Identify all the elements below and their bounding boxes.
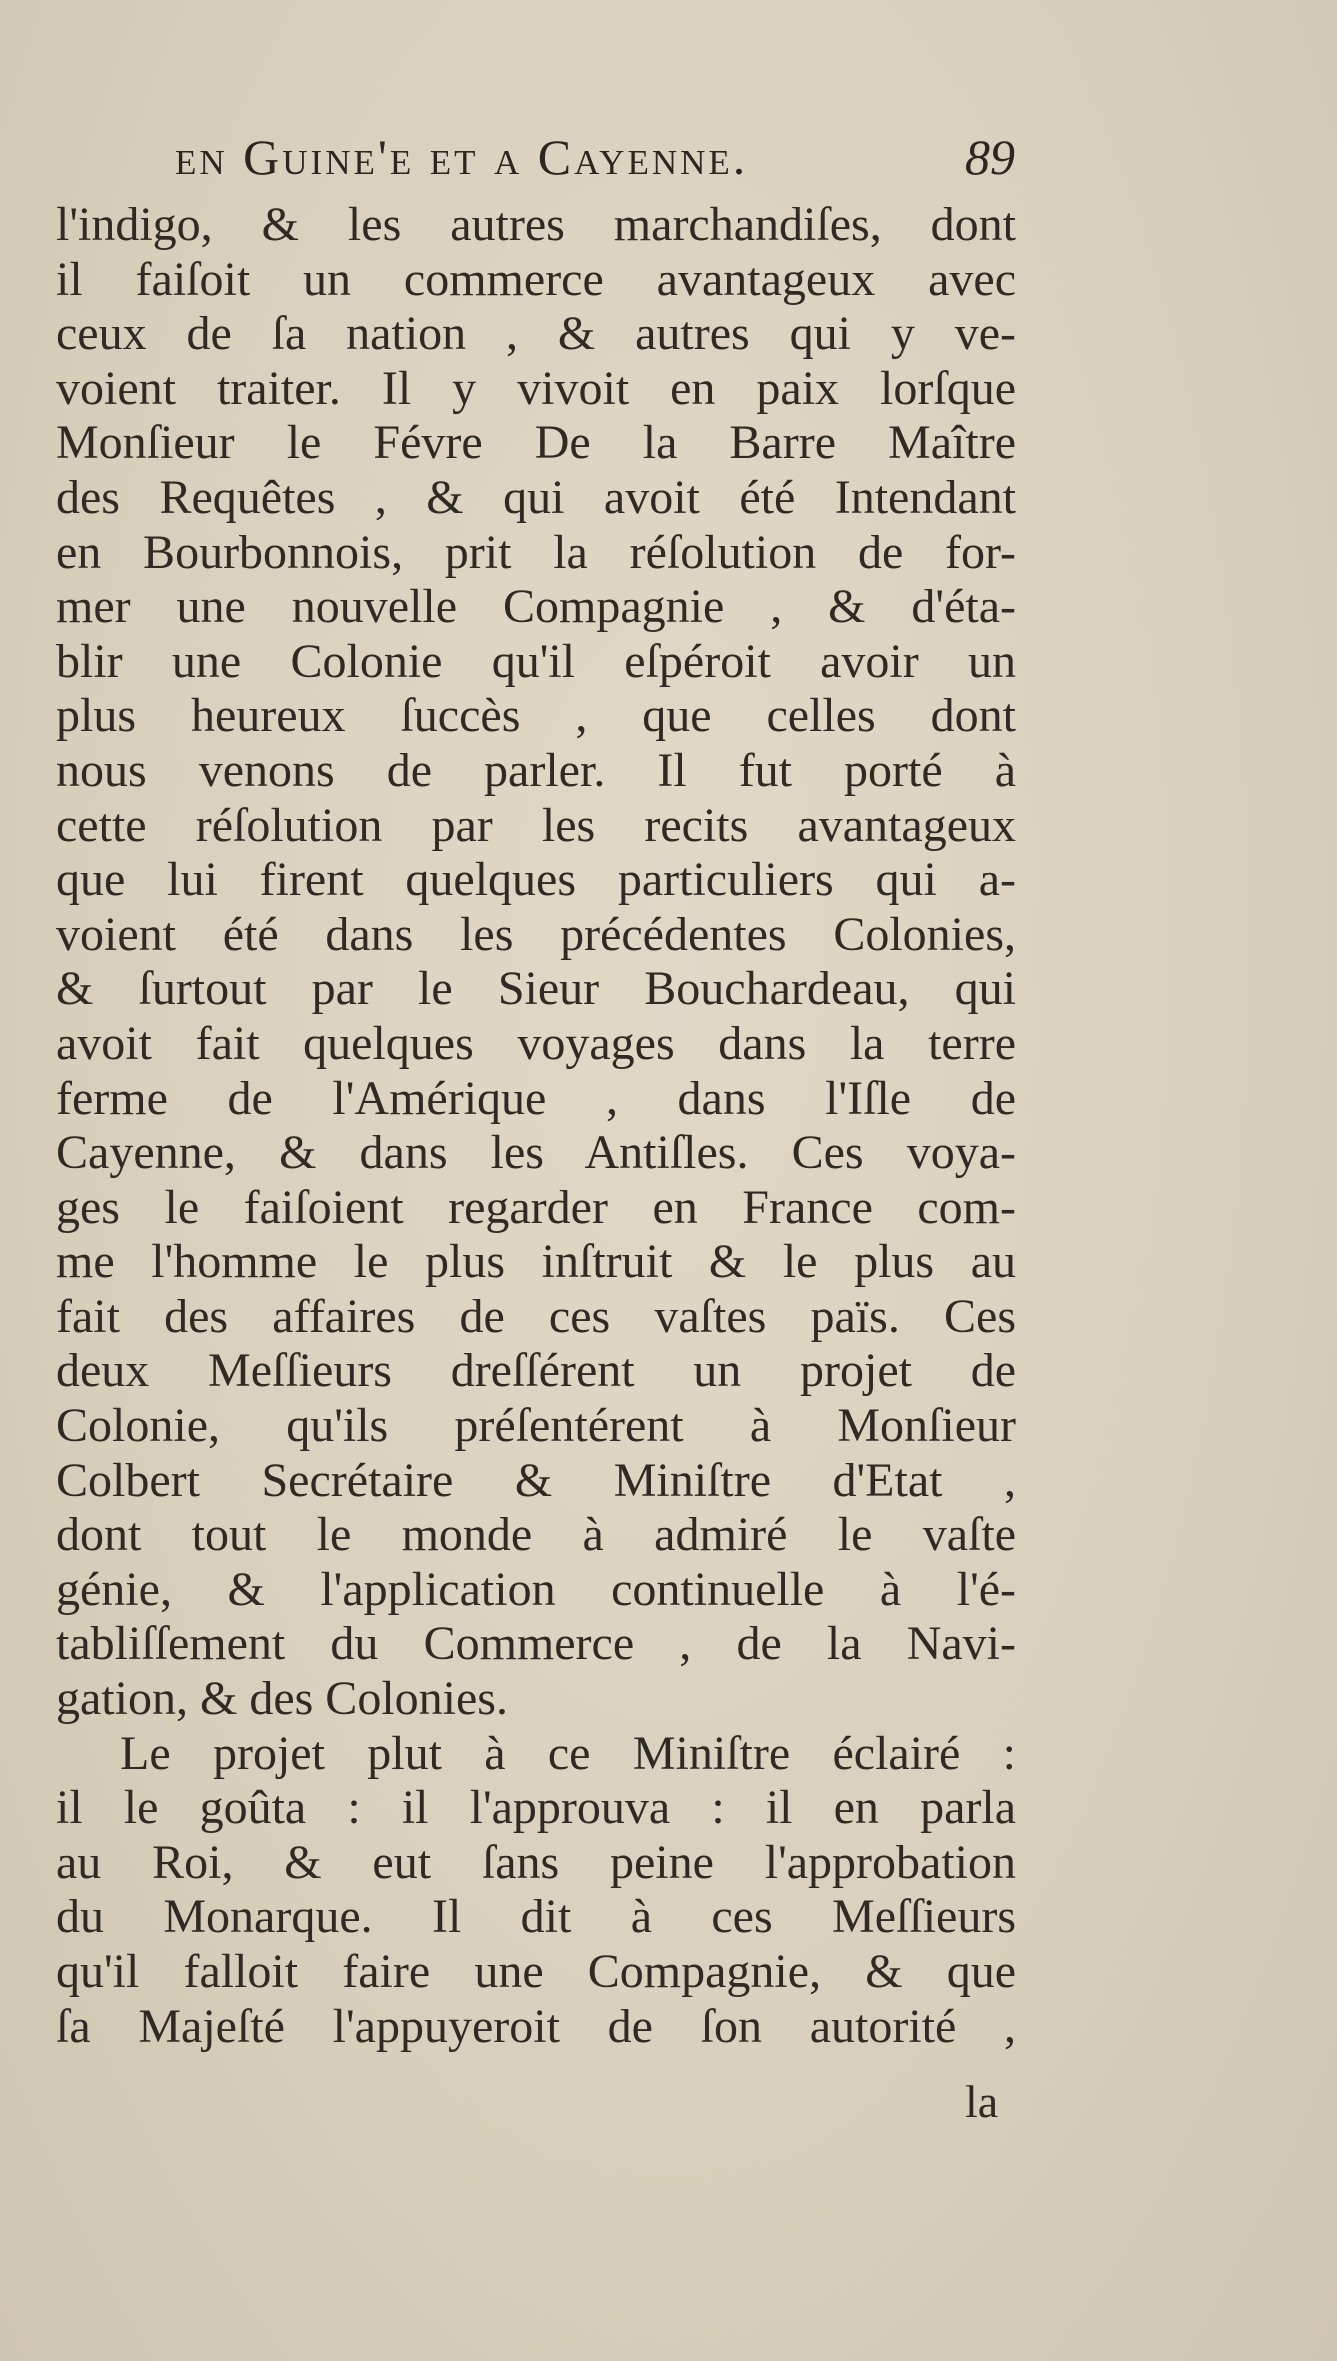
text-line: l'indigo, & les autres marchandiſes, dont xyxy=(56,198,1016,251)
page-number: 89 xyxy=(965,129,1015,185)
text-line: des Requêtes , & qui avoit été Intendant xyxy=(56,470,1016,524)
text-line: du Monarque. Il dit à ces Meſſieurs xyxy=(56,1890,1016,1944)
text-line: au Roi, & eut ſans peine l'approbation xyxy=(56,1835,1016,1889)
text-line: Colonie, qu'ils préſentérent à Monſieur xyxy=(56,1399,1016,1453)
text-line: nous venons de parler. Il fut porté à xyxy=(56,743,1016,797)
text-line: en Bourbonnois, prit la réſolution de for- xyxy=(56,525,1016,579)
body-text xyxy=(56,198,1016,2054)
text-line: fait des affaires de ces vaſtes païs. Ces xyxy=(56,1289,1016,1343)
text-line: tabliſſement du Commerce , de la Navi- xyxy=(56,1617,1016,1671)
text-line: Cayenne, & dans les Antiſles. Ces voya- xyxy=(56,1126,1016,1180)
text-line: ges le faiſoient regarder en France com- xyxy=(56,1180,1016,1234)
text-line: mer une nouvelle Compagnie , & d'éta- xyxy=(56,580,1016,634)
text-line: deux Meſſieurs dreſſérent un projet de xyxy=(56,1344,1016,1398)
text-line: me l'homme le plus inſtruit & le plus au xyxy=(56,1235,1016,1289)
text-line: gation, & des Colonies. xyxy=(56,1672,508,1726)
text-line: il le goûta : il l'approuva : il en parla xyxy=(56,1781,1016,1835)
text-line: ſa Majeſté l'appuyeroit de ſon autorité , xyxy=(56,1999,1016,2053)
text-line: ceux de ſa nation , & autres qui y ve- xyxy=(56,307,1016,361)
text-line: Monſieur le Févre De la Barre Maître xyxy=(56,416,1016,470)
text-line: cette réſolution par les recits avantageux xyxy=(56,798,1016,852)
text-line: qu'il falloit faire une Compagnie, & que xyxy=(56,1945,1016,1998)
text-line: plus heureux ſuccès , que celles dont xyxy=(56,689,1016,743)
text-line: blir une Colonie qu'il eſpéroit avoir un xyxy=(56,634,1016,688)
text-line: il faiſoit un commerce avantageux avec xyxy=(56,252,1016,306)
text-line: ferme de l'Amérique , dans l'Iſle de xyxy=(56,1071,1016,1125)
text-line: voient été dans les précédentes Colonies, xyxy=(56,907,1016,961)
text-line: que lui firent quelques particuliers qui a- xyxy=(56,853,1016,907)
text-line: Le projet plut à ce Miniſtre éclairé : xyxy=(120,1726,1016,1780)
running-head: en Guine'e et a Cayenne. xyxy=(175,129,749,185)
text-line: & ſurtout par le Sieur Bouchardeau, qui xyxy=(56,962,1016,1016)
text-line: Colbert Secrétaire & Miniſtre d'Etat , xyxy=(56,1453,1016,1507)
text-line: génie, & l'application continuelle à l'é- xyxy=(56,1562,1016,1616)
text-line: avoit fait quelques voyages dans la terre xyxy=(56,1016,1016,1070)
text-line: dont tout le monde à admiré le vaſte xyxy=(56,1508,1016,1562)
page-header xyxy=(175,128,1025,198)
catchword: la xyxy=(965,2076,999,2127)
text-line: voient traiter. Il y vivoit en paix lorſque xyxy=(56,361,1016,415)
